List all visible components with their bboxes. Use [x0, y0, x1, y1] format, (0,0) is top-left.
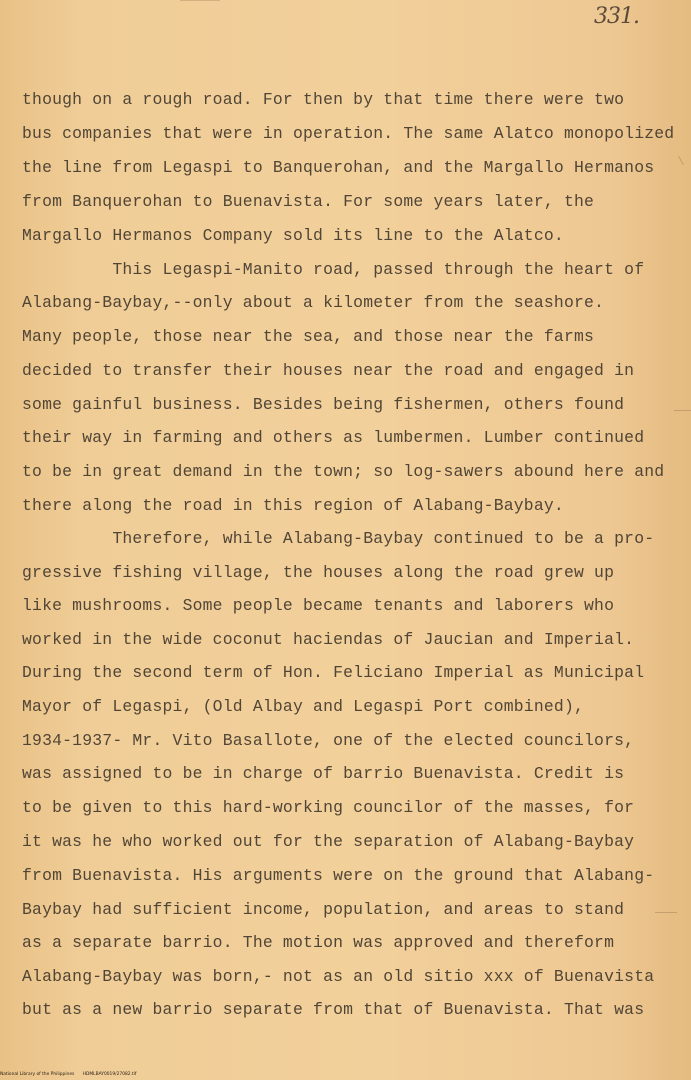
text-line: This Legaspi-Manito road, passed through the heart of	[22, 260, 645, 279]
page-number: 331.	[594, 4, 639, 29]
text-line: Many people, those near the sea, and those near the farms	[22, 327, 595, 346]
text-line: Alabang-Baybay,--only about a kilometer from the seashore.	[22, 293, 605, 312]
text-line: 1934-1937- Mr. Vito Basallote, one of the elected councilors,	[22, 731, 635, 750]
text-line: gressive fishing village, the houses along the road grew up	[22, 563, 615, 582]
text-line: but as a new barrio separate from that of Buenavista. That was	[22, 1000, 645, 1019]
text-line: to be in great demand in the town; so log-sawers abound here and	[22, 462, 665, 481]
text-line: decided to transfer their houses near the road and engaged in	[22, 361, 635, 380]
text-line: Alabang-Baybay was born,- not as an old sitio xxx of Buenavista	[22, 967, 655, 986]
text-line: their way in farming and others as lumbermen. Lumber continued	[22, 428, 645, 447]
paper-mark	[180, 0, 220, 7]
text-line: Therefore, while Alabang-Baybay continued to be a pro-	[22, 529, 655, 548]
text-line: though on a rough road. For then by that time there were two	[22, 90, 625, 109]
text-line: it was he who worked out for the separation of Alabang-Baybay	[22, 832, 635, 851]
text-line: like mushrooms. Some people became tenants and laborers who	[22, 596, 615, 615]
margin-mark	[674, 410, 691, 411]
text-line: worked in the wide coconut haciendas of Jaucian and Imperial.	[22, 630, 635, 649]
text-line: some gainful business. Besides being fishermen, others found	[22, 395, 625, 414]
text-line: Mayor of Legaspi, (Old Albay and Legaspi Port combined),	[22, 697, 585, 716]
text-line: bus companies that were in operation. The same Alatco monopolized	[22, 124, 675, 143]
text-line: from Buenavista. His arguments were on the ground that Alabang-	[22, 866, 655, 885]
text-line: there along the road in this region of Alabang-Baybay.	[22, 496, 564, 515]
text-line: During the second term of Hon. Feliciano Imperial as Municipal	[22, 663, 645, 682]
text-line: as a separate barrio. The motion was approved and thereform	[22, 933, 615, 952]
text-line: Baybay had sufficient income, population, and areas to stand	[22, 900, 625, 919]
text-line: to be given to this hard-working councilor of the masses, for	[22, 798, 635, 817]
text-line: Margallo Hermanos Company sold its line to the Alatco.	[22, 226, 564, 245]
margin-mark	[655, 912, 677, 913]
archive-footer: National Library of the Philippines HDMLBAY0019/27082.tif	[0, 1072, 137, 1077]
text-line: from Banquerohan to Buenavista. For some years later, the	[22, 192, 595, 211]
text-line: the line from Legaspi to Banquerohan, and the Margallo Hermanos	[22, 158, 655, 177]
text-line: was assigned to be in charge of barrio Buenavista. Credit is	[22, 764, 625, 783]
margin-mark	[678, 156, 684, 165]
